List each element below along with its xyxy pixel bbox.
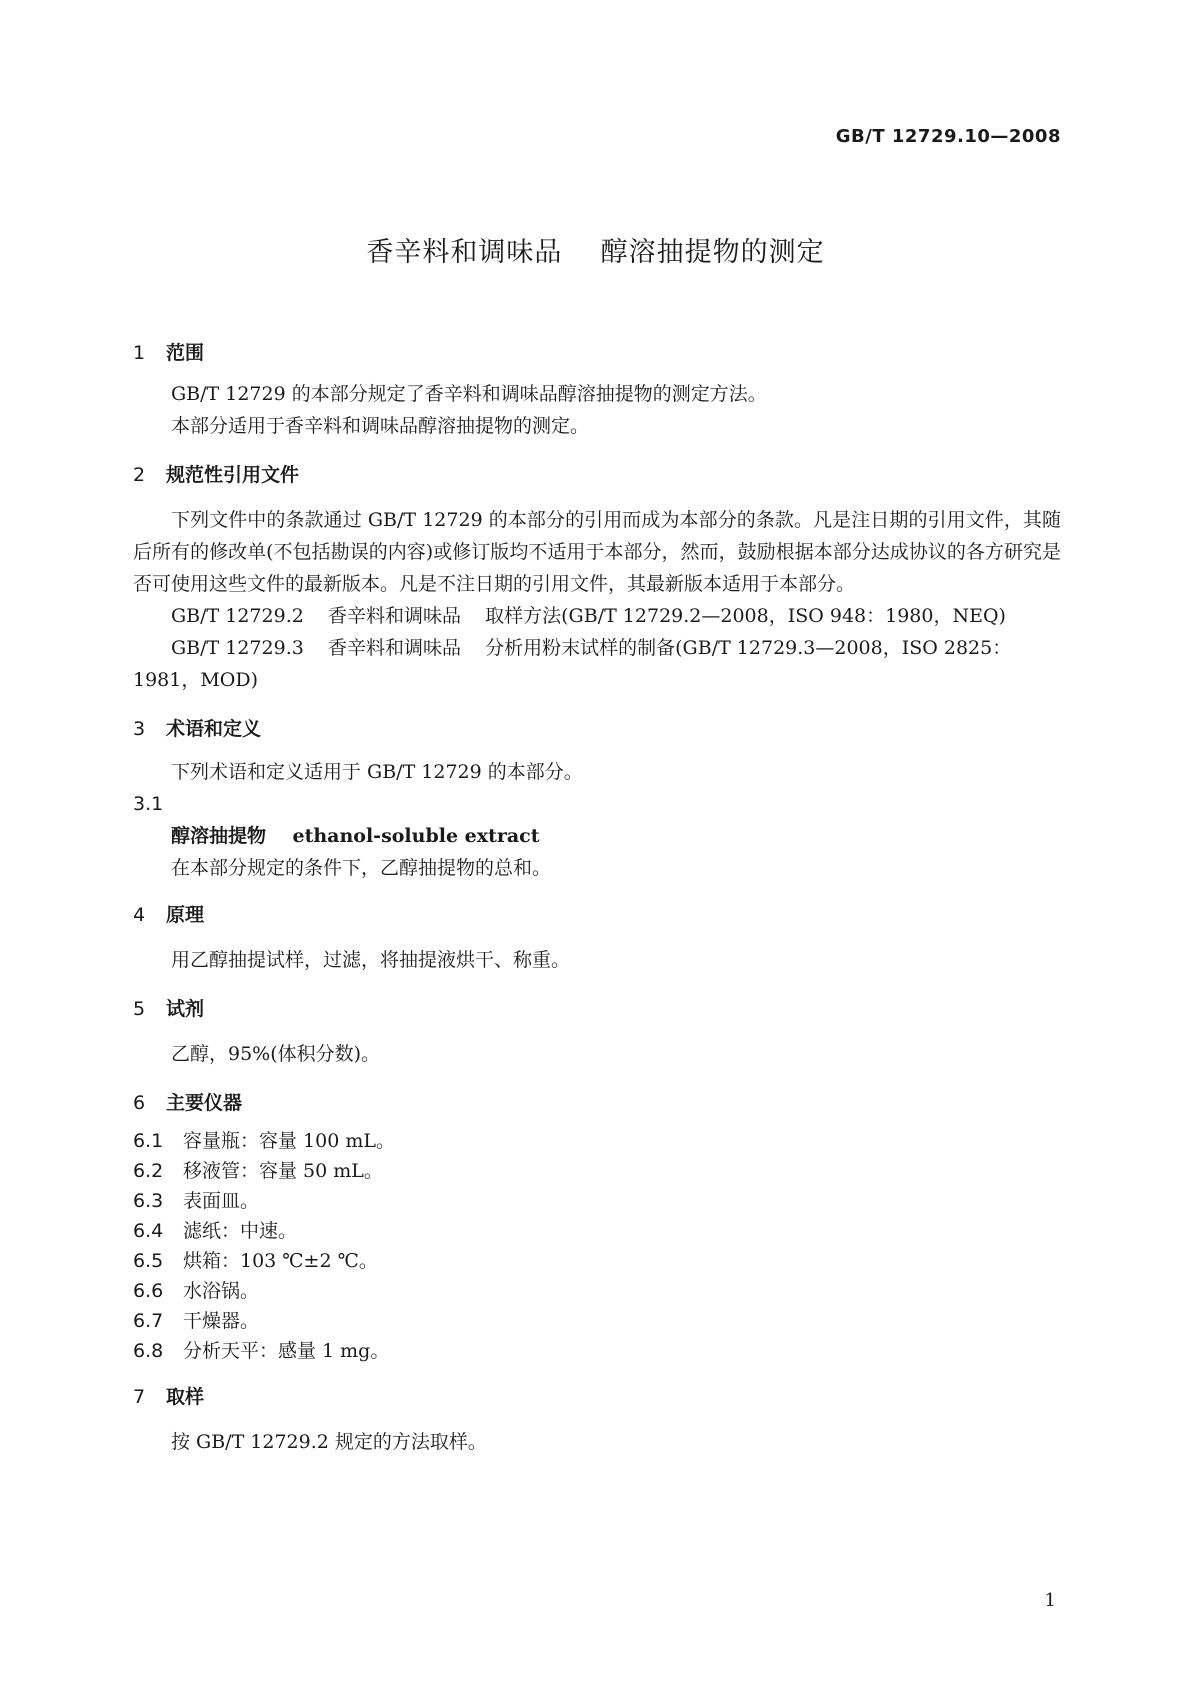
- item-number: 6.1: [133, 1130, 164, 1152]
- list-item: [133, 1306, 1061, 1336]
- section-number: 1: [133, 342, 146, 364]
- apparatus-list: [133, 1126, 1061, 1366]
- section-title: 取样: [166, 1386, 205, 1408]
- paragraph: 本部分适用于香辛料和调味品醇溶抽提物的测定。: [171, 415, 590, 437]
- subclause-number: 3.1: [133, 793, 164, 815]
- list-item: [133, 1336, 1061, 1366]
- section-title: 术语和定义: [166, 718, 262, 740]
- item-text: 移液管：容量 50 mL。: [183, 1160, 383, 1182]
- section-5-heading: [133, 994, 1061, 1020]
- normative-reference: GB/T 12729.3 香辛料和调味品 分析用粉末试样的制备(GB/T 12729.3—2008，ISO 2825：1981，MOD): [133, 637, 1012, 691]
- section-7-heading: [133, 1382, 1061, 1408]
- paragraph: 下列文件中的条款通过 GB/T 12729 的本部分的引用而成为本部分的条款。凡是注日期的引用文件，其随后所有的修改单(不包括勘误的内容)或修订版均不适用于本部分，然而，鼓励根据本部分达成协议的各方研究是否可使用这些文件的最新版本。凡是不注日期的引用文件，其最新版本适用于本部分。: [133, 509, 1061, 595]
- section-number: 2: [133, 464, 146, 486]
- item-number: 6.6: [133, 1280, 164, 1302]
- paragraph: 下列术语和定义适用于 GB/T 12729 的本部分。: [171, 761, 583, 783]
- item-number: 6.5: [133, 1250, 164, 1272]
- item-number: 6.8: [133, 1340, 164, 1362]
- section-title: 主要仪器: [166, 1092, 243, 1114]
- section-title: 原理: [166, 904, 205, 926]
- list-item: [133, 1186, 1061, 1216]
- section-number: 4: [133, 904, 146, 926]
- section-4-heading: [133, 900, 1061, 926]
- term-chinese: 醇溶抽提物: [171, 825, 267, 847]
- paragraph: GB/T 12729 的本部分规定了香辛料和调味品醇溶抽提物的测定方法。: [171, 383, 767, 405]
- section-number: 5: [133, 998, 146, 1020]
- list-item: [133, 1216, 1061, 1246]
- term-definition: 在本部分规定的条件下，乙醇抽提物的总和。: [171, 857, 552, 879]
- paragraph: 按 GB/T 12729.2 规定的方法取样。: [171, 1431, 487, 1453]
- standard-code: GB/T 12729.10—2008: [835, 126, 1061, 147]
- item-text: 滤纸：中速。: [183, 1220, 298, 1242]
- section-number: 6: [133, 1092, 146, 1114]
- document-body: [133, 338, 1061, 1458]
- list-item: [133, 1246, 1061, 1276]
- item-number: 6.3: [133, 1190, 164, 1212]
- section-2-heading: [133, 460, 1061, 486]
- list-item: [133, 1126, 1061, 1156]
- item-text: 容量瓶：容量 100 mL。: [183, 1130, 395, 1152]
- section-6-heading: [133, 1088, 1061, 1114]
- term-english: ethanol-soluble extract: [292, 825, 540, 847]
- section-3-heading: [133, 714, 1061, 740]
- section-title: 规范性引用文件: [166, 464, 300, 486]
- term-entry: [133, 820, 1061, 852]
- item-text: 干燥器。: [183, 1310, 260, 1332]
- paragraph: 乙醇，95%(体积分数)。: [171, 1043, 381, 1065]
- item-number: 6.2: [133, 1160, 164, 1182]
- section-number: 7: [133, 1386, 146, 1408]
- item-text: 分析天平：感量 1 mg。: [183, 1340, 390, 1362]
- page-number: 1: [1044, 1590, 1056, 1611]
- section-title: 范围: [166, 342, 205, 364]
- item-text: 表面皿。: [183, 1190, 260, 1212]
- section-title: 试剂: [166, 998, 205, 1020]
- section-number: 3: [133, 718, 146, 740]
- normative-reference: GB/T 12729.2 香辛料和调味品 取样方法(GB/T 12729.2—2008，ISO 948：1980，NEQ): [171, 605, 1006, 627]
- item-number: 6.4: [133, 1220, 164, 1242]
- list-item: [133, 1276, 1061, 1306]
- item-number: 6.7: [133, 1310, 164, 1332]
- paragraph: 用乙醇抽提试样，过滤，将抽提液烘干、称重。: [171, 949, 571, 971]
- item-text: 水浴锅。: [183, 1280, 260, 1302]
- item-text: 烘箱：103 ℃±2 ℃。: [183, 1250, 378, 1272]
- list-item: [133, 1156, 1061, 1186]
- section-1-heading: [133, 338, 1061, 364]
- document-title: 香辛料和调味品 醇溶抽提物的测定: [366, 237, 825, 268]
